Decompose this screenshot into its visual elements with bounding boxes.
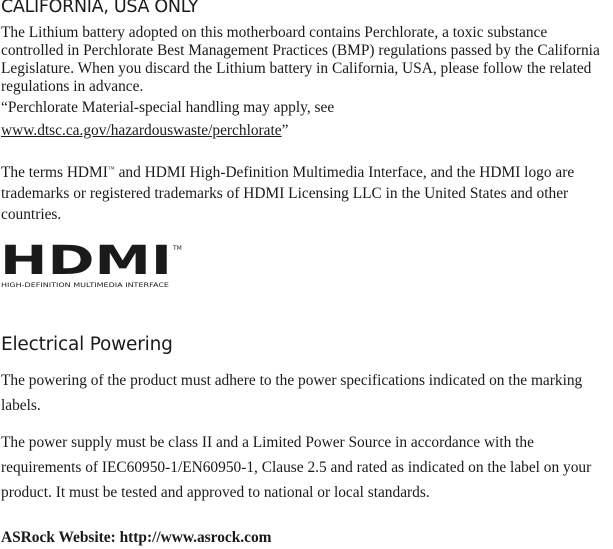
perchlorate-notice: [1, 96, 612, 142]
hdmi-logo-word: HDMI: [1, 242, 172, 284]
perchlorate-notice-suffix: ”: [281, 122, 289, 139]
hdmi-trademark-text: [1, 159, 576, 225]
dtsc-link[interactable]: www.dtsc.ca.gov/hazardouswaste/perchlorate: [1, 122, 282, 139]
hdmi-logo-tm: TM: [173, 245, 182, 252]
hdmi-text-start: The terms HDMI: [1, 164, 108, 181]
powering-paragraph: The powering of the product must adhere to the power specifications indicated on the marking labels.: [1, 372, 583, 414]
hdmi-logo-graphic: [1, 242, 191, 292]
hdmi-tm-mark: ™: [107, 165, 115, 173]
hdmi-logo: [1, 242, 191, 292]
california-body: The Lithium battery adopted on this motherboard contains Perchlorate, a toxic substance controlled in Perchlorate Best Management Practices (BMP) regulations passed by the California Legislature. When you discard the Lithium battery in California, USA, please follow the related regulations in advance.: [1, 24, 600, 95]
perchlorate-notice-prefix: “Perchlorate Material-special handling may apply, see: [1, 99, 335, 116]
california-heading: CALIFORNIA, USA ONLY: [1, 0, 199, 17]
electrical-powering-heading: Electrical Powering: [1, 334, 173, 355]
asrock-website: ASRock Website: http://www.asrock.com: [1, 529, 272, 546]
hdmi-text-rest: and HDMI High-Definition Multimedia Interface, and the HDMI logo are trademarks or registered trademarks of HDMI Licensing LLC in the United States and other countries.: [1, 164, 575, 223]
hdmi-logo-caption: HIGH-DEFINITION MULTIMEDIA INTERFACE: [1, 282, 170, 289]
power-supply-paragraph: The power supply must be class II and a Limited Power Source in accordance with the requirements of IEC60950-1/EN60950-1, Clause 2.5 and rated as indicated on the label on your product. It must be tested and approved to national or local standards.: [1, 434, 592, 501]
